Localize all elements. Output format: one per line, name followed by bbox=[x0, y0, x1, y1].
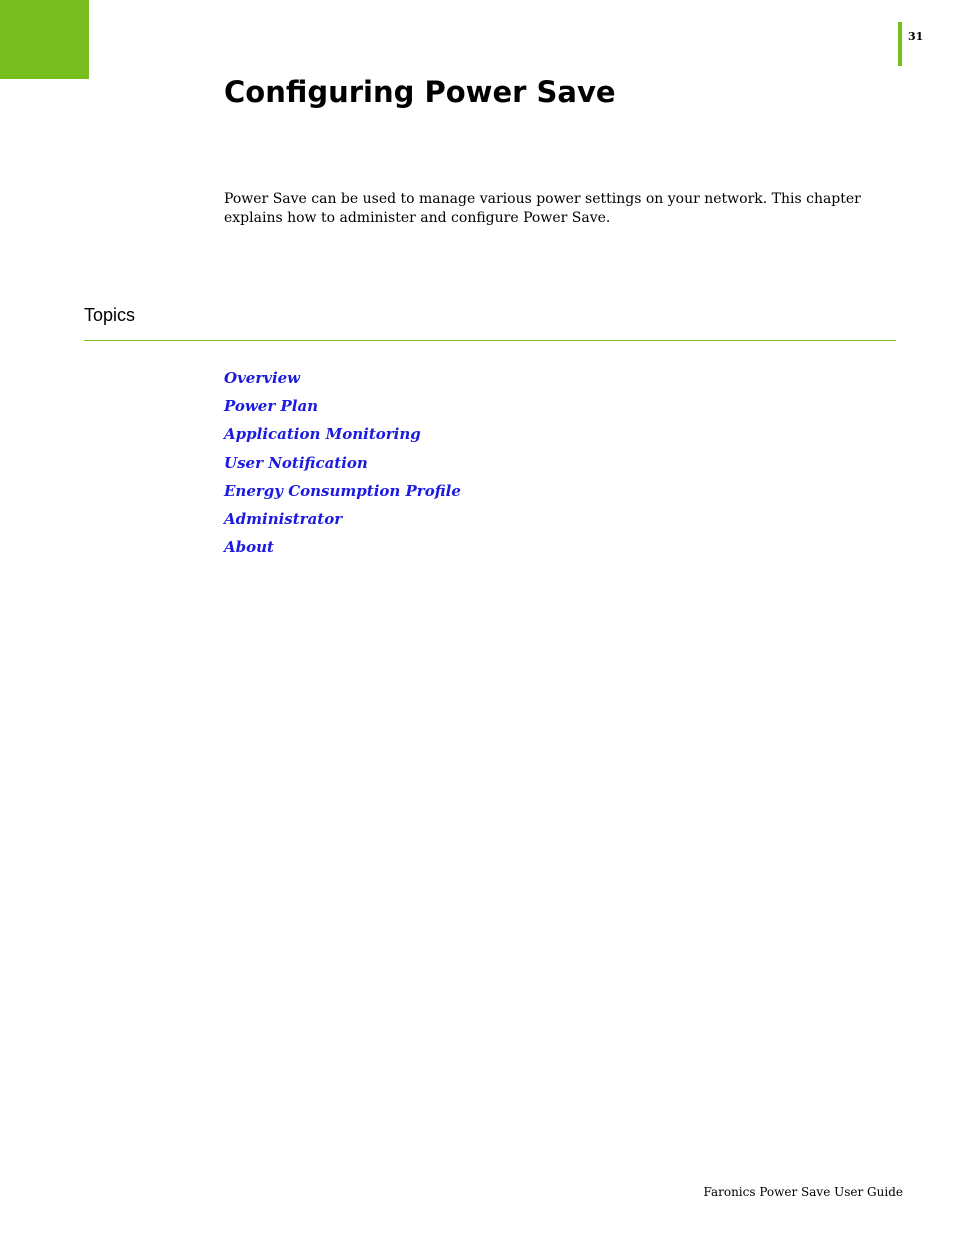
page-number: 31 bbox=[908, 30, 924, 43]
footer-guide-title: Faronics Power Save User Guide bbox=[703, 1185, 903, 1199]
topics-divider bbox=[84, 340, 896, 341]
topics-heading: Topics bbox=[84, 305, 136, 325]
topic-link-about[interactable]: About bbox=[224, 538, 274, 557]
corner-accent-block bbox=[0, 0, 89, 79]
topic-link-administrator[interactable]: Administrator bbox=[224, 509, 343, 528]
topic-link-energy-consumption-profile[interactable]: Energy Consumption Profile bbox=[224, 481, 461, 500]
list-item bbox=[224, 535, 461, 563]
topic-link-user-notification[interactable]: User Notification bbox=[224, 453, 368, 472]
chapter-intro: Power Save can be used to manage various power settings on your network. This chapter explains how to administer and configure Power Save. bbox=[224, 191, 861, 226]
topic-list bbox=[224, 366, 461, 563]
list-item bbox=[224, 422, 461, 450]
page-number-marker bbox=[898, 22, 902, 66]
chapter-title: Configuring Power Save bbox=[224, 75, 616, 109]
list-item bbox=[224, 507, 461, 535]
topic-link-power-plan[interactable]: Power Plan bbox=[224, 397, 319, 416]
list-item bbox=[224, 366, 461, 394]
topic-link-overview[interactable]: Overview bbox=[224, 369, 301, 387]
list-item bbox=[224, 451, 461, 479]
topic-link-application-monitoring[interactable]: Application Monitoring bbox=[224, 425, 421, 444]
list-item bbox=[224, 479, 461, 507]
list-item bbox=[224, 394, 461, 422]
